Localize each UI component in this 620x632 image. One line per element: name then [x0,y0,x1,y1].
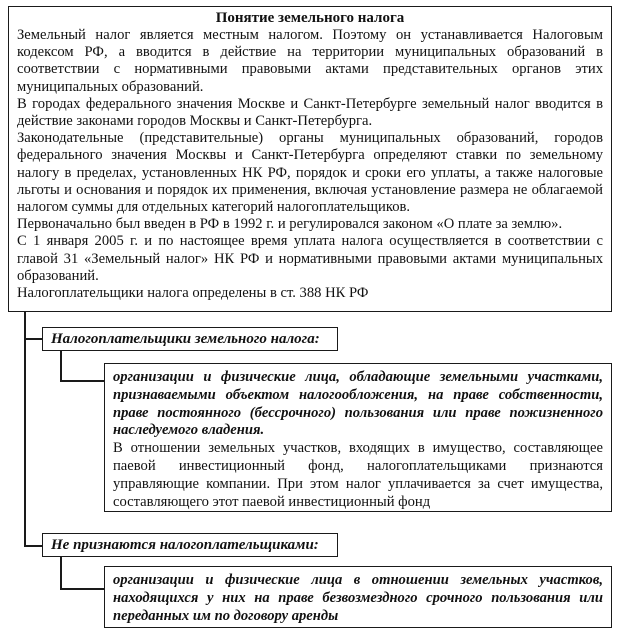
paragraph-legislative-bodies: Законодательные (представительные) органы муниципальных образований, городов федерального значения Москвы и Санкт-Петербурга определяют ставки по земельному налогу в пределах, установленных НК РФ, порядок и сроки его уплаты, а также налоговые льготы и основания и порядок их применения, включая установление размера не облагаемой налогом суммы для отдельных категорий налогоплательщиков. [17,130,603,216]
taxpayers-sub-trunk [60,351,62,381]
paragraph-local-tax: Земельный налог является местным налогом. Поэтому он устанавливается Налоговым кодексом РФ, а вводится в действие на территории муниципальных образований в соответствии с нормативными правовыми актами представительных органов этих муниципальных образований. [17,27,603,95]
concept-box [8,6,612,312]
taxpayers-definition: организации и физические лица, обладающие земельными участками, признаваемыми объектом налогообложения, на праве собственности, праве постоянного (бессрочного) пользования или праве пожизненного наследуемого владения. [113,369,603,439]
non-taxpayers-sub-trunk [60,557,62,589]
non-taxpayers-definition: организации и физические лица в отношении земельных участков, находящихся у них на праве безвозмездного срочного пользования или переданных им по договору аренды [113,572,603,624]
taxpayers-note-pif: В отношении земельных участков, входящих в имущество, составляющее паевой инвестиционный фонд, налогоплательщиками признаются управляющие компании. При этом налог уплачивается за счет имущества, составляющего этот паевой инвестиционный фонд [113,440,603,510]
non-taxpayers-detail-box [104,566,612,628]
paragraph-history-1992: Первоначально был введен в РФ в 1992 г. и регулировался законом «О плате за землю». [17,216,563,233]
taxpayers-label: Налогоплательщики земельного налога: [51,331,320,347]
paragraph-federal-cities: В городах федерального значения Москве и Санкт-Петербурге земельный налог вводится в действие законами городов Москвы и Санкт-Петербурга. [17,95,603,130]
taxpayers-sub-branch [60,380,105,382]
concept-title: Понятие земельного налога [215,10,405,26]
paragraph-since-2005: С 1 января 2005 г. и по настоящее время уплата налога осуществляется в соответствии с главой 31 «Земельный налог» НК РФ и нормативными правовыми актами муниципальных образований. [17,233,603,284]
non-taxpayers-sub-branch [60,588,105,590]
paragraph-article-388: Налогоплательщики налога определены в ст. 388 НК РФ [17,285,369,302]
branch-connector-taxpayers [24,338,42,340]
trunk-connector [24,312,26,546]
non-taxpayers-label-box [42,533,338,557]
taxpayers-detail-box [104,363,612,512]
branch-connector-non-taxpayers [24,545,42,547]
non-taxpayers-label: Не признаются налогоплательщиками: [51,537,319,553]
taxpayers-label-box [42,327,338,351]
